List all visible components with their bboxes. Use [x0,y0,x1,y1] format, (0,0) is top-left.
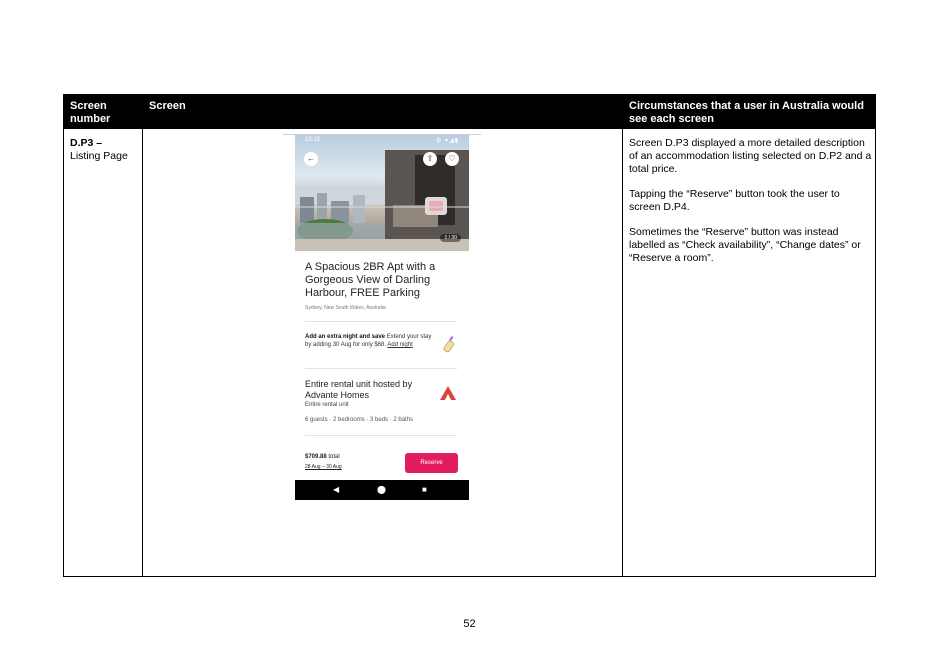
divider [305,321,457,322]
circumstance-paragraph: Tapping the “Reserve” button took the user to screen D.P4. [629,188,840,213]
column-divider [622,129,623,576]
divider [305,435,457,436]
status-icons: ⚙ ▾◢▮ [436,138,459,144]
listing-photo [295,135,469,251]
divider [305,368,457,369]
heart-icon[interactable]: ♡ [445,152,459,166]
add-night-link[interactable]: Add night [387,342,413,348]
total-price [305,454,340,460]
price-suffix: total [326,454,340,460]
reserve-button[interactable]: Reserve [405,453,458,473]
header-screen: Screen [149,100,186,112]
column-divider [142,129,143,576]
listing-location: Sydney, New South Wales, Australia [305,305,386,311]
nav-recent-icon[interactable]: ■ [422,485,427,494]
status-bar [295,135,469,147]
circumstance-paragraph: Sometimes the “Reserve” button was instead labelled as “Check availability”, “Change dates” or “Reserve a room”. [629,226,861,264]
android-nav-bar [295,480,469,500]
extra-night-promo [305,333,433,349]
header-circumstances: Circumstances that a user in Australia would see each screen [629,100,864,125]
promo-heading: Add an extra night and save [305,334,386,340]
price-amount: $709.88 [305,454,327,460]
header-screen-number: Screen number [70,100,111,125]
circumstances-cell [629,137,872,277]
status-time: 10:15 [305,137,321,143]
circumstance-paragraph: Screen D.P3 displayed a more detailed description of an accommodation listing selected on D.P2 and a total price. [629,137,872,175]
screen-label: Listing Page [70,150,128,162]
host-logo-icon [439,385,457,401]
listing-title: A Spacious 2BR Apt with a Gorgeous View of Darling Harbour, FREE Parking [305,261,436,299]
host-subtitle: Entire rental unit [305,402,349,408]
nav-back-icon[interactable]: ◀ [333,485,340,494]
screen-number-cell [70,137,140,163]
nav-home-icon[interactable]: ⬤ [377,485,386,494]
phone-screenshot [295,135,469,500]
host-title: Entire rental unit hosted by Advante Homes [305,379,413,400]
listing-facts: 6 guests · 2 bedrooms · 3 beds · 2 baths [305,417,414,423]
photo-counter: 1 / 30 [440,234,461,242]
promo-text: Extend your stay by adding 30 Aug for only $68. [305,334,432,348]
wine-bottle-icon [440,335,458,353]
table-header [64,95,875,129]
share-icon[interactable]: ⇧ [423,152,437,166]
back-icon[interactable]: ← [304,152,318,166]
page-number: 52 [463,618,476,630]
screens-table [63,94,876,577]
stay-dates[interactable]: 28 Aug – 30 Aug [305,464,342,470]
screen-id: D.P3 – [70,137,103,149]
